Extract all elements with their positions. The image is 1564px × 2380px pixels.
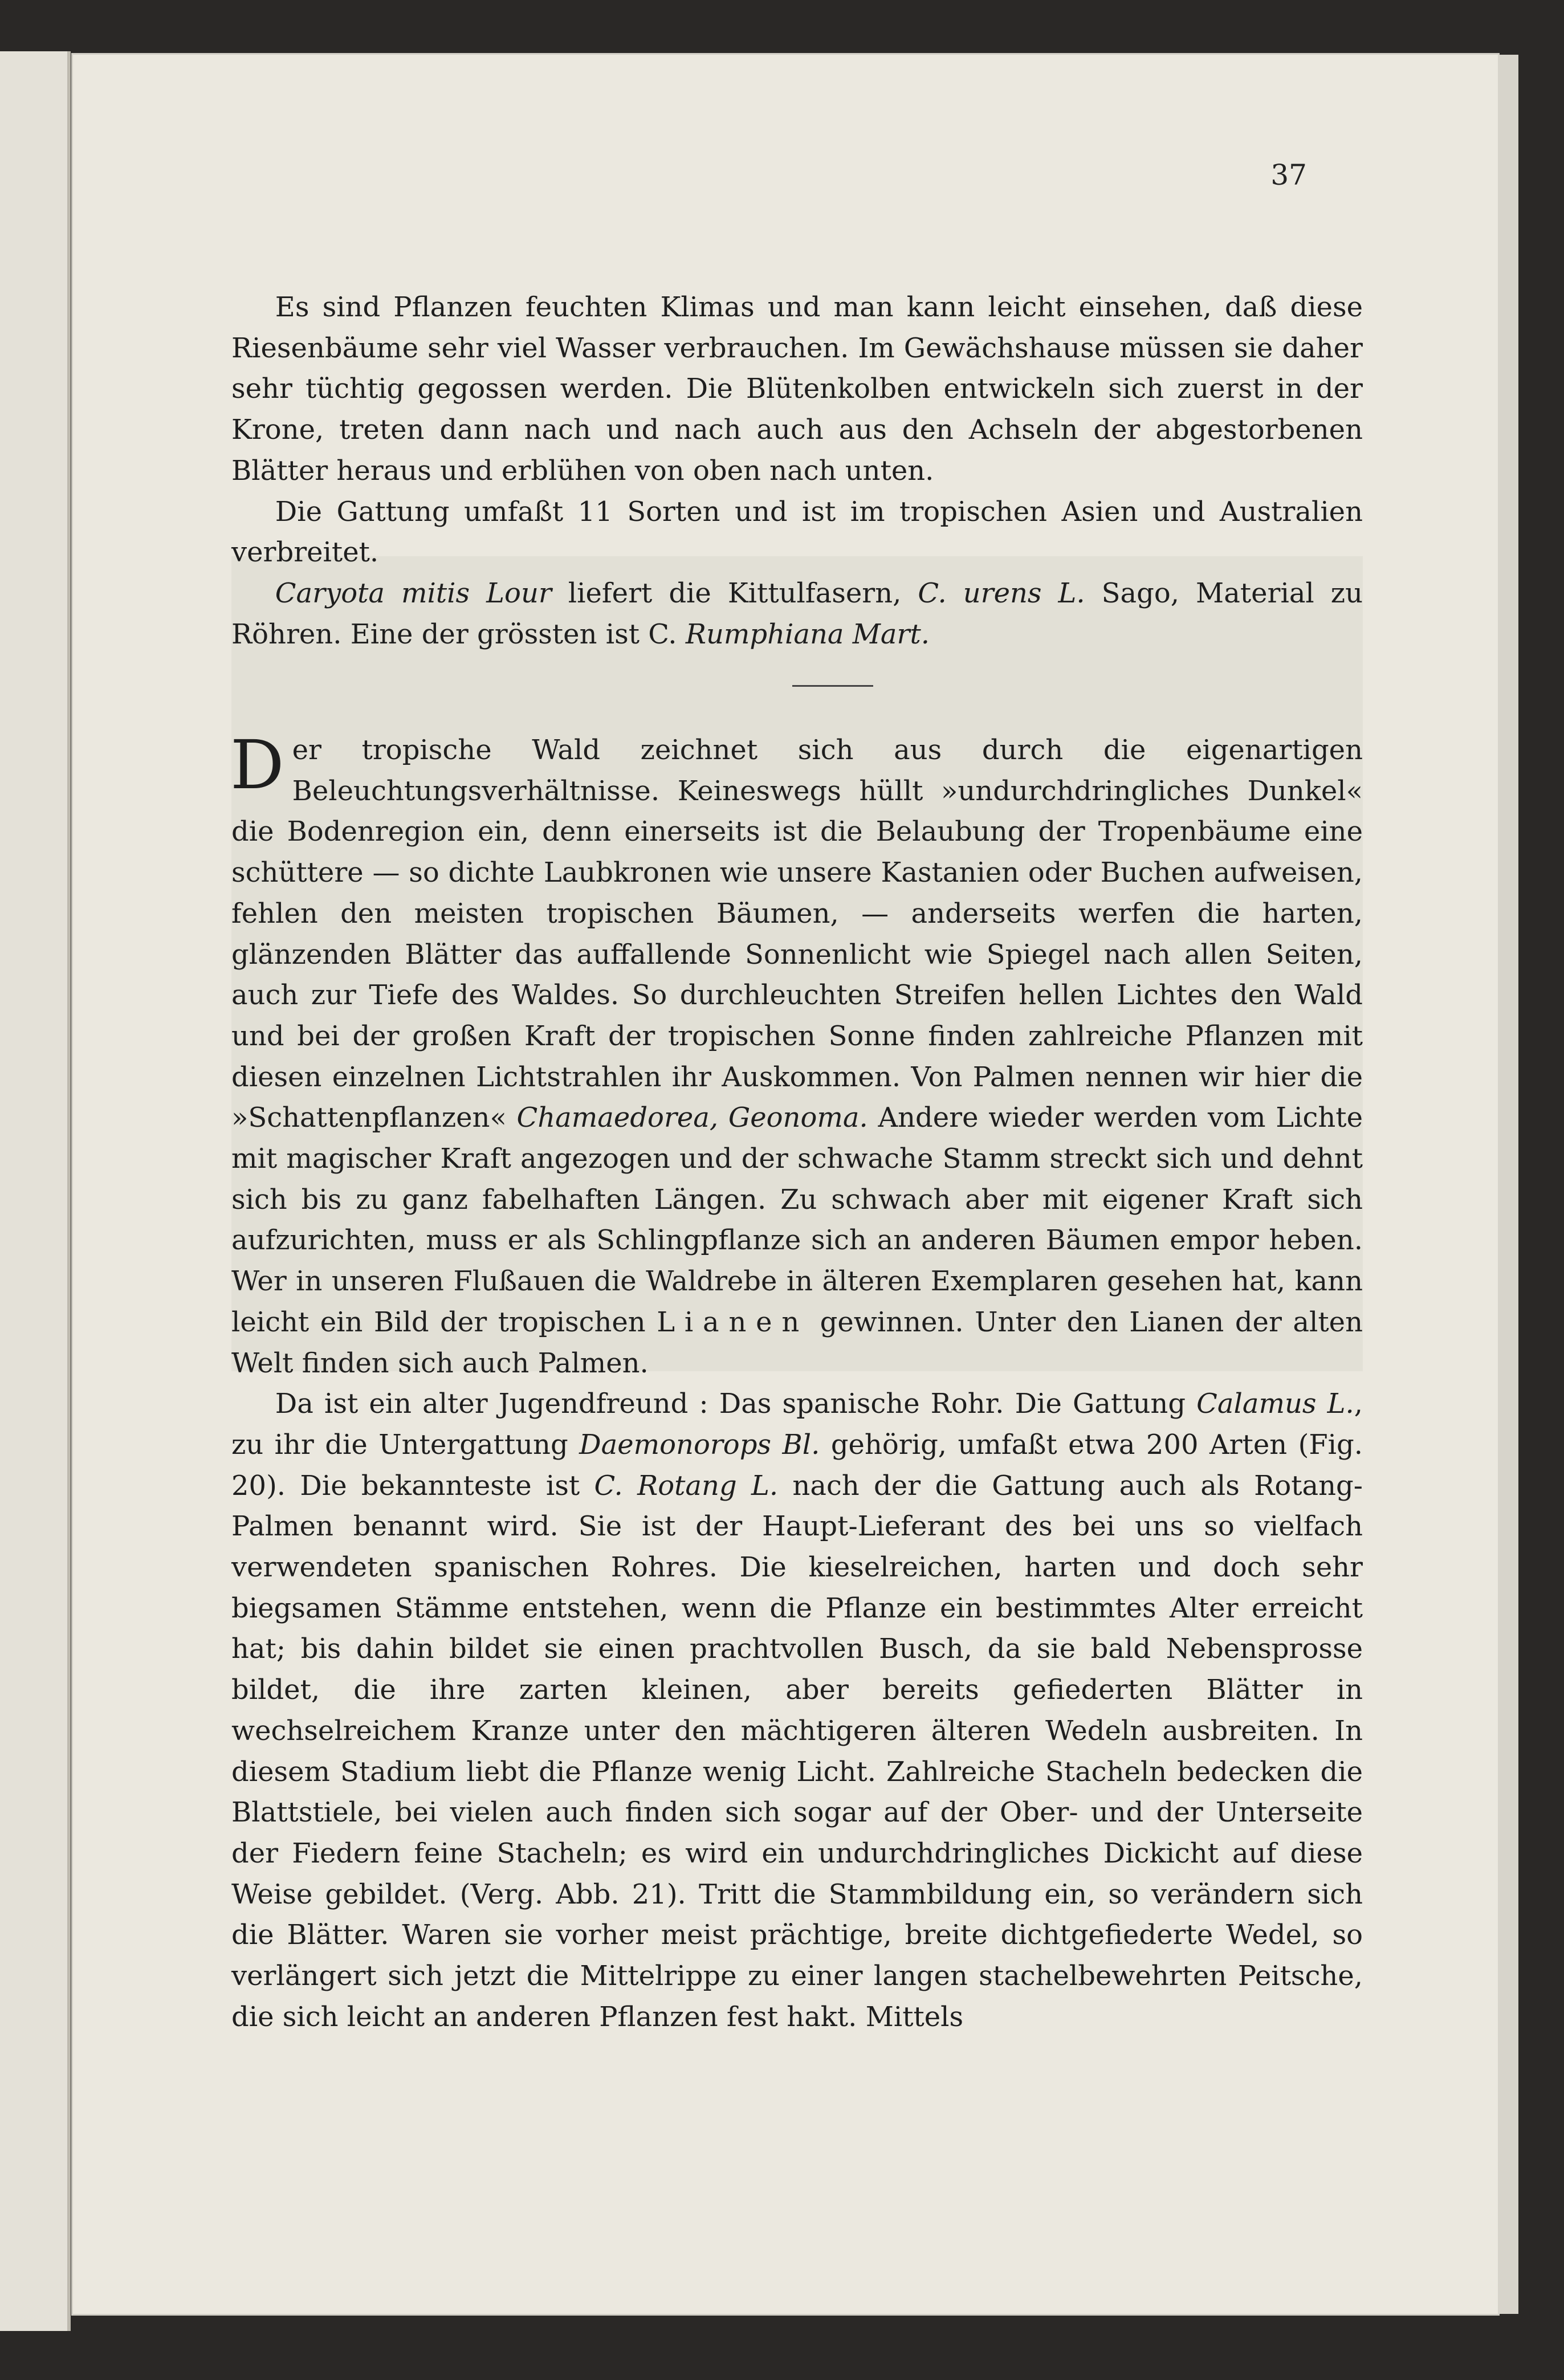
paragraph-climate: Es sind Pflanzen feuchten Klimas und man kann leicht einsehen, daß diese Riesenbäume sehr viel Wasser verbrauchen. Im Gewächshause müssen sie daher sehr tüchtig gegossen werden. Die Blütenkolben entwickeln sich zuerst in der Krone, treten dann nach und nach auch aus den Achseln der abgestorbenen Blätter heraus und erblühen von oben nach unten. [231,291,1363,487]
left-page-edge [0,51,71,2331]
text-run: gehörig, umfaßt etwa 200 Arten (Fig. 20). Die bekannteste ist [231,1428,1363,1502]
text-block-tropical-forest [230,726,1363,2038]
paragraph-caryota [231,573,1363,655]
paragraph-tropical-forest [230,726,1363,1384]
text-run: Sago, Material zu Röhren. Eine der grössten ist C. [231,577,1363,650]
text-block-palms [231,287,1363,655]
species-name: Chamaedorea, Geonoma. [516,1102,868,1134]
book-page [73,55,1498,2314]
species-name: Calamus L. [1196,1388,1354,1420]
page-edge-shadow [1498,55,1518,2314]
species-name: C. Rotang L. [594,1469,779,1502]
spaced-word: Lianen [657,1306,809,1338]
text-run: , zu ihr die Untergattung [231,1388,1363,1461]
text-run: er tropische Wald zeichnet sich aus durch die eigenartigen Beleuchtungsverhältnisse. Keineswegs hüllt »undurchdringliches Dunkel« die Bodenregion ein, denn einerseits ist die Belaubung der Tropenbäume eine schüttere — so dichte Laubkronen wie unsere Kastanien oder Buchen aufweisen, fehlen den meisten tropischen Bäumen, — anderseits werfen die harten, glänzenden Blätter das auffallende Sonnenlicht wie Spiegel nach allen Seiten, auch zur Tiefe des Waldes. So durchleuchten Streifen hellen Lichtes den Wald und bei der großen Kraft der tropischen Sonne finden zahlreiche Pflanzen mit diesen einzelnen Lichtstrahlen ihr Auskommen. Von Palmen nennen wir hier die »Schattenpflanzen« [231,734,1363,1134]
species-name: Daemonorops Bl. [579,1428,820,1461]
text-run: Andere wieder werden vom Lichte mit magischer Kraft angezogen und der schwache Stamm streckt sich und dehnt sich bis zu ganz fabelhaften Längen. Zu schwach aber mit eigener Kraft sich aufzurichten, muss er als Schlingpflanze sich an anderen Bäumen empor heben. Wer in unseren Flußauen die Waldrebe in älteren Exemplaren gesehen hat, kann leicht ein Bild der tropischen [231,1102,1363,1338]
species-name: C. urens L. [918,577,1085,609]
text-run: Da ist ein alter Jugendfreund : Das spanische Rohr. Die Gattung [275,1388,1197,1420]
page-number: 37 [1270,158,1307,191]
paragraph-calamus [231,1384,1363,2037]
text-run: gewinnen. Unter den Lianen der alten Welt finden sich auch Palmen. [231,1306,1363,1379]
section-divider [792,685,873,687]
drop-cap: D [230,726,284,804]
species-name: Caryota mitis Lour [275,577,552,609]
text-run: nach der die Gattung auch als Rotang-Palmen benannt wird. Sie ist der Haupt-Lieferant des bei uns so vielfach verwendeten spanischen Rohres. Die kieselreichen, harten und doch sehr biegsamen Stämme entstehen, wenn die Pflanze ein bestimmtes Alter erreicht hat; bis dahin bildet sie einen prachtvollen Busch, da sie bald Nebensprosse bildet, die ihre zarten kleinen, aber bereits gefiederten Blätter in wechselreichem Kranze unter den mächtigeren älteren Wedeln ausbreiten. In diesem Stadium liebt die Pflanze wenig Licht. Zahlreiche Stacheln bedecken die Blattstiele, bei vielen auch finden sich sogar auf der Ober- und der Unterseite der Fiedern feine Stacheln; es wird ein undurchdringliches Dickicht auf diese Weise gebildet. (Verg. Abb. 21). Tritt die Stammbildung ein, so verändern sich die Blätter. Waren sie vorher meist prächtige, breite dichtgefiederte Wedel, so verlängert sich jetzt die Mittelrippe zu einer langen stachelbewehrten Peitsche, die sich leicht an anderen Pflanzen fest hakt. Mittels [231,1469,1363,2033]
text-run: liefert die Kittulfasern, [551,577,918,609]
species-name: Rumphiana Mart. [685,618,930,650]
paragraph-genus: Die Gattung umfaßt 11 Sorten und ist im tropischen Asien und Australien verbreitet. [231,495,1363,569]
